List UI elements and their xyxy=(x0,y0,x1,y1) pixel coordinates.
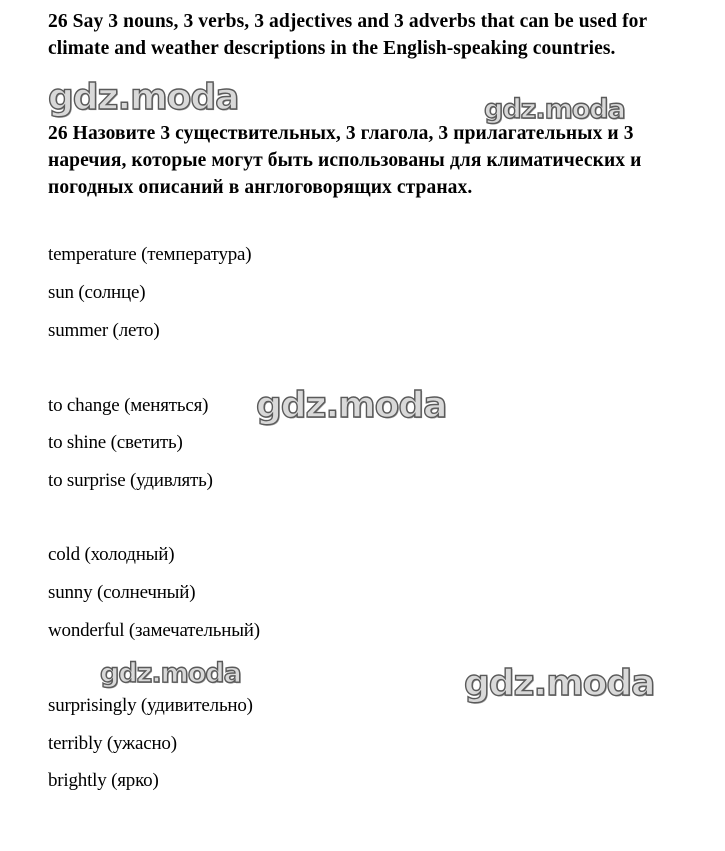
watermark-logo: gdz.moda xyxy=(256,385,447,426)
watermark-logo: gdz.moda xyxy=(48,77,239,118)
task-english: 26 Say 3 nouns, 3 verbs, 3 adjectives and 3 adverbs that can be used for climate and weather descriptions in the English-speaking countries. xyxy=(48,11,647,59)
adverb-item-3: brightly (ярко) xyxy=(48,770,159,791)
verb-item-1: to change (меняться) xyxy=(48,395,209,416)
adjective-item-2: sunny (солнечный) xyxy=(48,582,196,603)
adverb-item-1: surprisingly (удивительно) xyxy=(48,695,253,716)
watermark-logo: gdz.moda xyxy=(484,94,625,125)
adjective-item-1: cold (холодный) xyxy=(48,544,175,565)
noun-item-1: temperature (температура) xyxy=(48,244,252,265)
verb-item-3: to surprise (удивлять) xyxy=(48,470,213,491)
noun-item-3: summer (лето) xyxy=(48,320,160,341)
watermark-logo: gdz.moda xyxy=(100,658,241,689)
task-russian: 26 Назовите 3 существительных, 3 глагола, 3 прилагательных и 3 наречия, которые могут быть использованы для климатических и погодных описаний в англоговорящих странах. xyxy=(48,123,642,198)
adverb-item-2: terribly (ужасно) xyxy=(48,733,177,754)
verb-item-2: to shine (светить) xyxy=(48,432,183,453)
adjective-item-3: wonderful (замечательный) xyxy=(48,620,260,641)
watermark-logo: gdz.moda xyxy=(464,663,655,704)
noun-item-2: sun (солнце) xyxy=(48,282,146,303)
